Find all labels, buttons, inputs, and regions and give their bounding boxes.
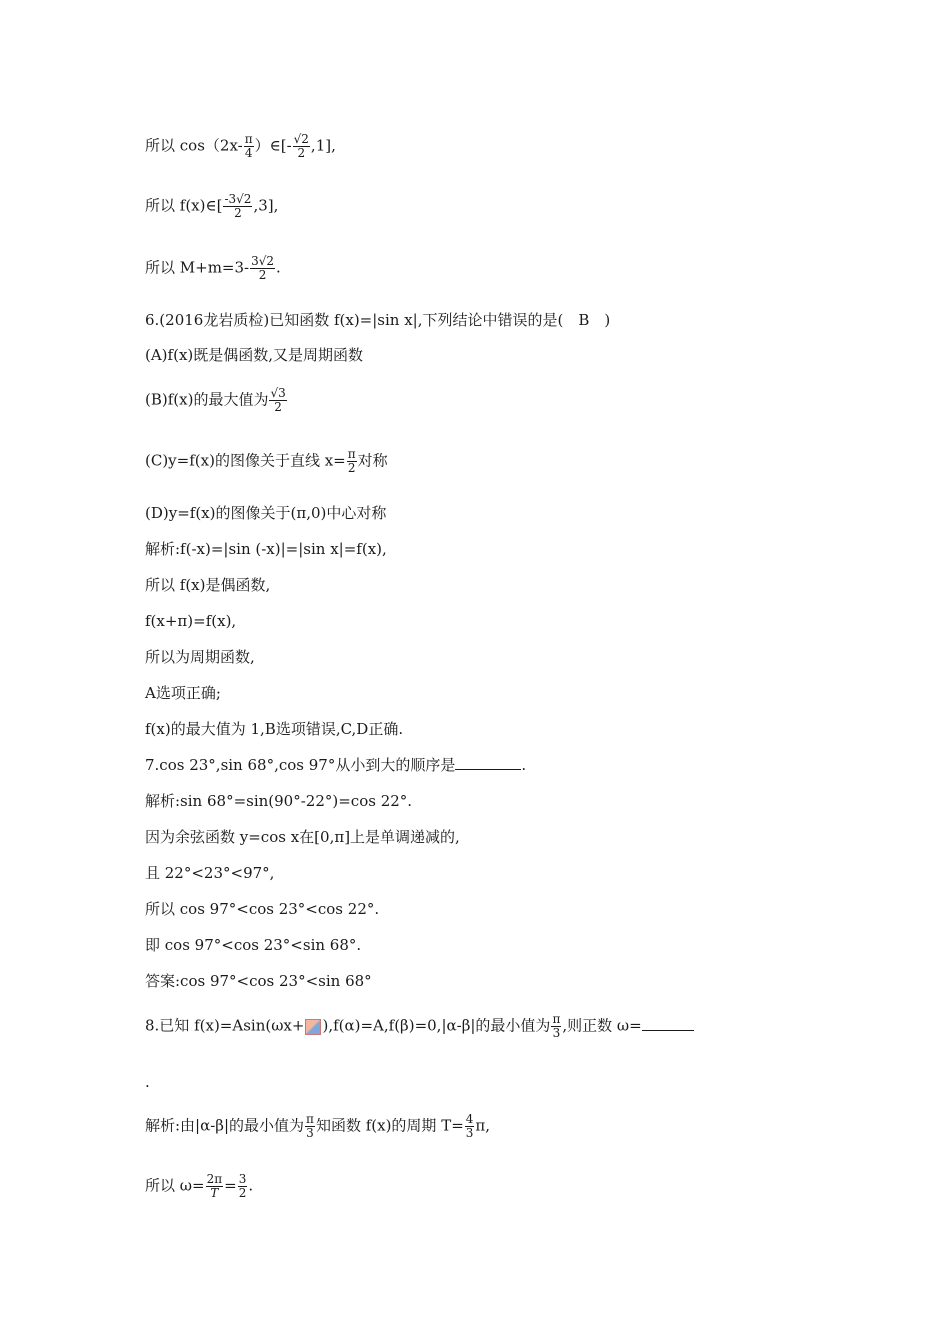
numerator: 3√2 [251, 254, 275, 268]
fraction [551, 1013, 561, 1040]
question-8-end: . [145, 1073, 150, 1091]
denominator: 3 [552, 1026, 561, 1040]
text: ),f(α)=A,f(β)=0,|α-β|的最小值为 [322, 1016, 551, 1035]
solution-line: 所以 f(x)是偶函数, [145, 576, 271, 594]
solution-line: 且 22°<23°<97°, [145, 864, 275, 882]
fraction [269, 387, 286, 414]
solution-line: 所以 cos 97°<cos 23°<cos 22°. [145, 900, 380, 918]
text: . [521, 756, 527, 774]
text: 7.cos 23°,sin 68°,cos 97°从小到大的顺序是 [145, 756, 456, 774]
solution-line: 解析:sin 68°=sin(90°-22°)=cos 22°. [145, 792, 413, 810]
numerator: √2 [293, 132, 309, 146]
text: 对称 [357, 451, 388, 470]
line-m-sum [145, 255, 281, 282]
text: 解析:由|α-β|的最小值为 [145, 1116, 305, 1135]
solution-line: 解析:f(-x)=|sin (-x)|=|sin x|=f(x), [145, 540, 387, 558]
solution-line: A选项正确; [145, 684, 221, 702]
text: . [276, 258, 281, 277]
numerator: √3 [270, 386, 286, 400]
solution-line [145, 1113, 490, 1140]
denominator: 2 [274, 400, 282, 414]
text: (B)f(x)的最大值为 [145, 390, 269, 409]
fraction [465, 1113, 475, 1140]
answer-line: 答案:cos 97°<cos 23°<sin 68° [145, 972, 372, 990]
solution-line: f(x)的最大值为 1,B选项错误,C,D正确. [145, 720, 404, 738]
fraction [238, 1173, 248, 1200]
numerator: 3 [238, 1172, 247, 1186]
text: ,则正数 ω= [562, 1016, 642, 1035]
answer-blank [642, 1016, 694, 1031]
text: 所以 cos（2x- [145, 136, 243, 155]
denominator: 2 [347, 461, 356, 475]
denominator: 2 [258, 268, 267, 282]
solution-line: 因为余弦函数 y=cos x在[0,π]上是单调递减的, [145, 828, 460, 846]
answer-blank [455, 755, 521, 770]
line-f-range [145, 193, 278, 220]
line-cos-range [145, 133, 336, 160]
denominator: 3 [465, 1126, 474, 1140]
question-7 [145, 755, 526, 775]
denominator: T [210, 1186, 219, 1200]
denominator: 3 [306, 1126, 314, 1140]
option-a: (A)f(x)既是偶函数,又是周期函数 [145, 346, 364, 364]
fraction [305, 1113, 315, 1140]
numerator: π [347, 447, 356, 461]
fraction [293, 133, 310, 160]
text: 知函数 f(x)的周期 T= [315, 1116, 464, 1135]
fraction [223, 193, 252, 220]
question-6: 6.(2016龙岩质检)已知函数 f(x)=|sin x|,下列结论中错误的是( B ) [145, 311, 611, 329]
numerator: π [552, 1012, 561, 1026]
fraction [250, 255, 275, 282]
text: π, [475, 1116, 491, 1135]
text: ,1], [310, 136, 336, 155]
option-c [145, 448, 388, 475]
text: ,3], [253, 196, 279, 215]
denominator: 2 [297, 146, 306, 160]
option-d: (D)y=f(x)的图像关于(π,0)中心对称 [145, 504, 387, 522]
numerator: 2π [206, 1172, 223, 1186]
solution-line: f(x+π)=f(x), [145, 612, 237, 630]
denominator: 4 [244, 146, 253, 160]
text: 8.已知 f(x)=Asin(ωx+ [145, 1016, 305, 1035]
denominator: 2 [234, 206, 242, 220]
text: . [248, 1176, 254, 1195]
text: = [224, 1176, 237, 1195]
fraction [206, 1173, 224, 1200]
text: (C)y=f(x)的图像关于直线 x= [145, 451, 346, 470]
text: 所以 ω= [145, 1176, 205, 1195]
text: 所以 M+m=3- [145, 258, 250, 277]
fraction [347, 448, 357, 475]
solution-line: 所以为周期函数, [145, 648, 255, 666]
numerator: 4 [465, 1112, 474, 1126]
broken-image-icon [305, 1019, 321, 1035]
numerator: -3√2 [224, 192, 252, 206]
fraction [244, 133, 254, 160]
question-8 [145, 1013, 694, 1040]
text: 所以 f(x)∈[ [145, 196, 223, 215]
text: ）∈[- [254, 136, 292, 155]
option-b [145, 387, 288, 414]
solution-line: 即 cos 97°<cos 23°<sin 68°. [145, 936, 362, 954]
numerator: π [306, 1112, 314, 1126]
denominator: 2 [238, 1186, 247, 1200]
solution-line [145, 1173, 253, 1200]
numerator: π [244, 132, 253, 146]
